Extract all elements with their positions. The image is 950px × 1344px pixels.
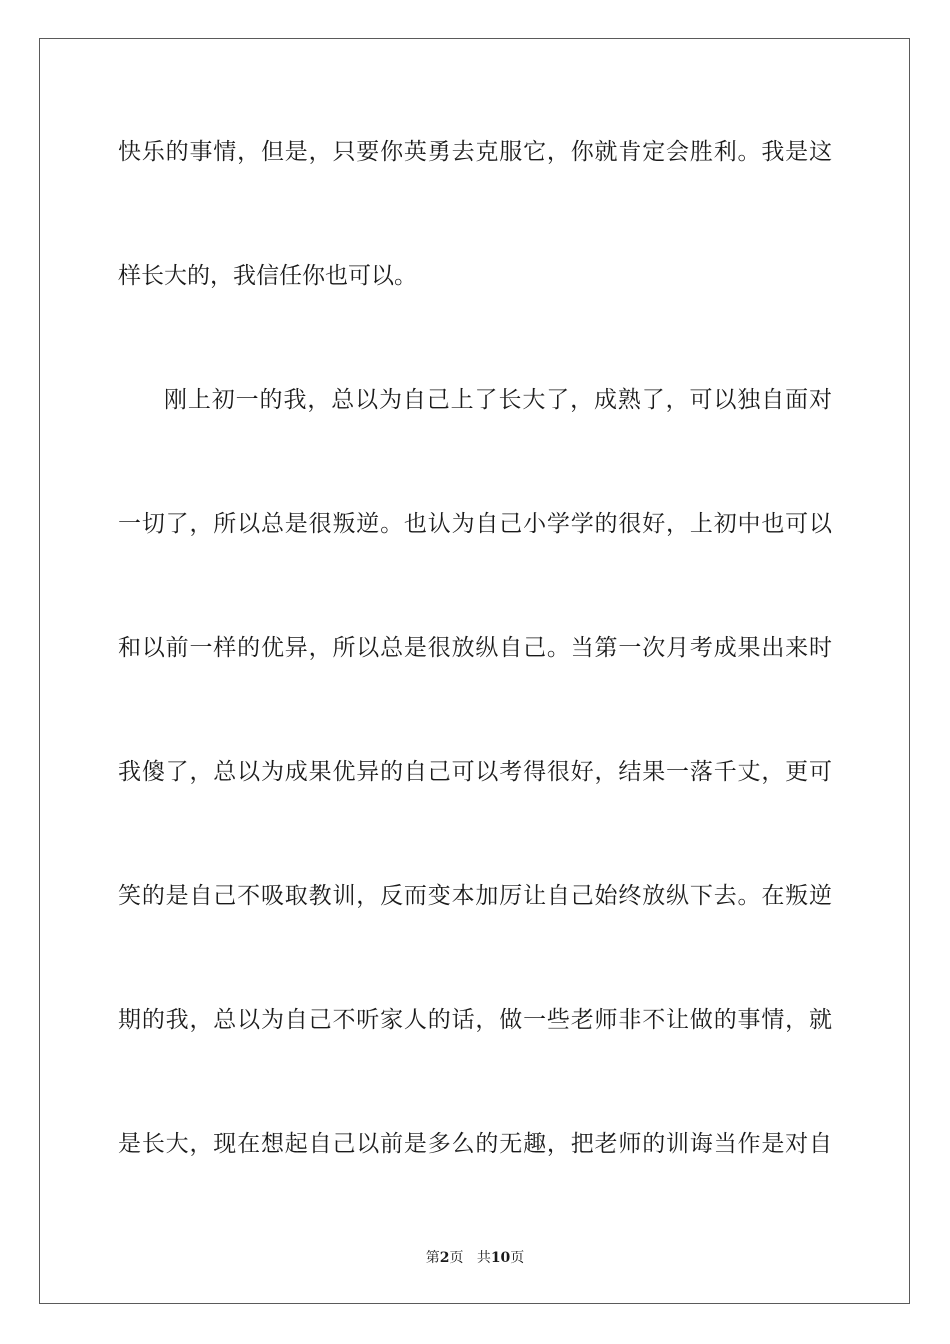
text-line-1: 快乐的事情，但是，只要你英勇去克服它，你就肯定会胜利。我是这 bbox=[118, 139, 832, 165]
footer-page-suffix: 页 bbox=[449, 1250, 464, 1266]
text-line-6: 我傻了，总以为成果优异的自己可以考得很好，结果一落千丈，更可 bbox=[118, 759, 832, 785]
page-frame bbox=[39, 38, 910, 1304]
text-line-7: 笑的是自己不吸取教训，反而变本加厉让自己始终放纵下去。在叛逆 bbox=[118, 883, 832, 909]
text-line-9: 是长大，现在想起自己以前是多么的无趣，把老师的训诲当作是对自 bbox=[118, 1131, 832, 1157]
text-line-5: 和以前一样的优异，所以总是很放纵自己。当第一次月考成果出来时 bbox=[118, 635, 832, 661]
footer-total-prefix: 共 bbox=[476, 1250, 491, 1266]
text-line-2: 样长大的，我信任你也可以。 bbox=[118, 263, 417, 289]
page-footer bbox=[0, 1247, 950, 1267]
footer-total-suffix: 页 bbox=[510, 1250, 525, 1266]
footer-page-prefix: 第 bbox=[425, 1250, 440, 1266]
footer-total-pages: 10 bbox=[490, 1250, 511, 1266]
footer-page-number: 2 bbox=[439, 1250, 450, 1266]
text-line-3: 刚上初一的我，总以为自己上了长大了，成熟了，可以独自面对 bbox=[164, 387, 832, 413]
text-line-4: 一切了，所以总是很叛逆。也认为自己小学学的很好，上初中也可以 bbox=[118, 511, 832, 537]
text-line-8: 期的我，总以为自己不听家人的话，做一些老师非不让做的事情，就 bbox=[118, 1007, 832, 1033]
